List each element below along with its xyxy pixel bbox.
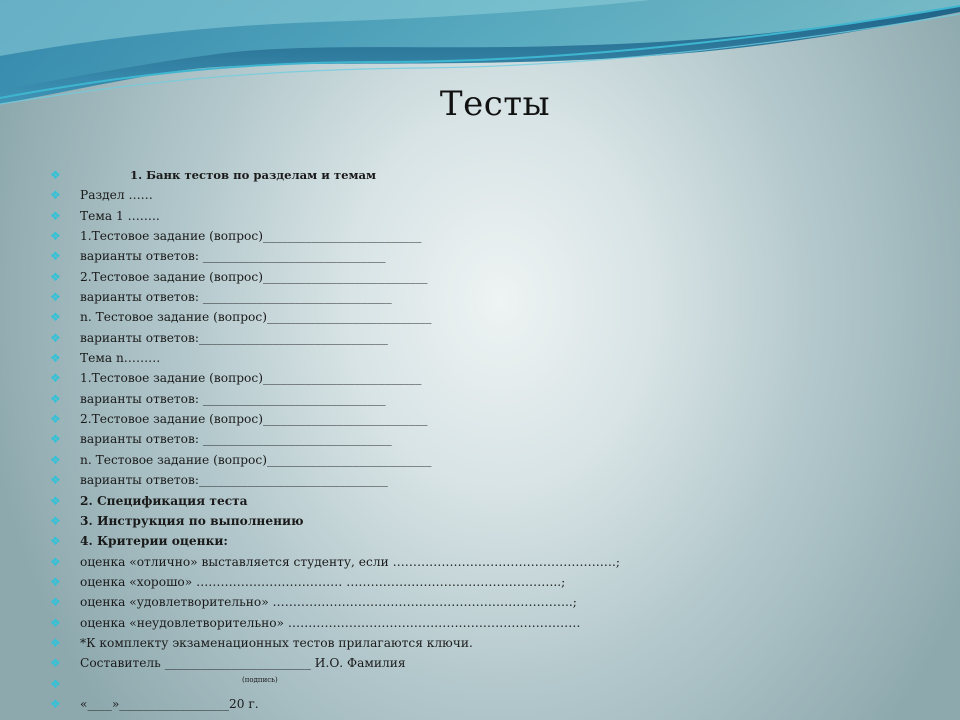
list-item-text: «____»__________________20 г. <box>80 696 259 711</box>
diamond-bullet-icon: ❖ <box>50 574 61 589</box>
diamond-bullet-icon: ❖ <box>50 534 61 549</box>
list-item-text: варианты ответов: _______________________________ <box>80 290 392 305</box>
list-item <box>50 328 930 348</box>
diamond-bullet-icon: ❖ <box>50 595 61 610</box>
diamond-bullet-icon: ❖ <box>50 452 61 467</box>
list-item-text: 3. Инструкция по выполнению <box>80 513 304 528</box>
list-item <box>50 409 930 429</box>
list-item-text: оценка «отлично» выставляется студенту, если ……………………………………………….; <box>80 554 620 569</box>
list-item-text: Раздел …… <box>80 188 153 203</box>
diamond-bullet-icon: ❖ <box>50 269 61 284</box>
diamond-bullet-icon: ❖ <box>50 676 61 691</box>
list-item <box>50 613 930 633</box>
diamond-bullet-icon: ❖ <box>50 513 61 528</box>
diamond-bullet-icon: ❖ <box>50 249 61 264</box>
diamond-bullet-icon: ❖ <box>50 432 61 447</box>
list-item <box>50 368 930 388</box>
list-item-text: 1.Тестовое задание (вопрос)__________________________ <box>80 229 422 244</box>
list-item-text: 1. Банк тестов по разделам и темам <box>130 168 377 182</box>
list-item-text: (подпись) <box>242 675 278 684</box>
list-item <box>50 165 930 185</box>
list-item <box>50 653 930 673</box>
content-list <box>50 165 930 714</box>
diamond-bullet-icon: ❖ <box>50 656 61 671</box>
list-item <box>50 572 930 592</box>
list-item-text: *К комплекту экзаменационных тестов прилагаются ключи. <box>80 635 473 650</box>
list-item <box>50 267 930 287</box>
list-item <box>50 674 930 694</box>
slide-title: Тесты <box>439 84 551 124</box>
list-item-text: n. Тестовое задание (вопрос)___________________________ <box>80 310 432 325</box>
diamond-bullet-icon: ❖ <box>50 330 61 345</box>
list-item-text: оценка «неудовлетворительно» ……………………………………………………………… <box>80 615 581 630</box>
list-item-text: Составитель ________________________ И.О. Фамилия <box>80 656 406 671</box>
diamond-bullet-icon: ❖ <box>50 635 61 650</box>
diamond-bullet-icon: ❖ <box>50 696 61 711</box>
list-item <box>50 552 930 572</box>
diamond-bullet-icon: ❖ <box>50 473 61 488</box>
diamond-bullet-icon: ❖ <box>50 615 61 630</box>
diamond-bullet-icon: ❖ <box>50 493 61 508</box>
list-item-text: варианты ответов: ______________________________ <box>80 249 386 264</box>
diamond-bullet-icon: ❖ <box>50 371 61 386</box>
diamond-bullet-icon: ❖ <box>50 554 61 569</box>
list-item <box>50 450 930 470</box>
list-item <box>50 348 930 368</box>
diamond-bullet-icon: ❖ <box>50 412 61 427</box>
list-item <box>50 470 930 490</box>
list-item <box>50 389 930 409</box>
list-item-text: варианты ответов:_______________________________ <box>80 473 388 488</box>
list-item <box>50 633 930 653</box>
list-item-text: варианты ответов: _______________________________ <box>80 432 392 447</box>
diamond-bullet-icon: ❖ <box>50 391 61 406</box>
diamond-bullet-icon: ❖ <box>50 188 61 203</box>
list-item-text: варианты ответов: ______________________________ <box>80 391 386 406</box>
list-item-text: 2.Тестовое задание (вопрос)___________________________ <box>80 269 428 284</box>
list-item <box>50 287 930 307</box>
list-item <box>50 592 930 612</box>
list-item-text: 4. Критерии оценки: <box>80 534 228 549</box>
diamond-bullet-icon: ❖ <box>50 168 61 182</box>
list-item-text: оценка «хорошо» ……………………………… ……………………………………………..; <box>80 574 566 589</box>
list-item <box>50 185 930 205</box>
list-item <box>50 531 930 551</box>
list-item <box>50 694 930 714</box>
list-item-text: 2.Тестовое задание (вопрос)___________________________ <box>80 412 428 427</box>
diamond-bullet-icon: ❖ <box>50 229 61 244</box>
list-item <box>50 226 930 246</box>
list-item-text: n. Тестовое задание (вопрос)___________________________ <box>80 452 432 467</box>
list-item-text: варианты ответов:_______________________________ <box>80 330 388 345</box>
list-item-text: оценка «удовлетворительно» ………………………………………………………………..; <box>80 595 577 610</box>
list-item-text: Тема 1 …….. <box>80 208 160 223</box>
list-item <box>50 511 930 531</box>
list-item <box>50 307 930 327</box>
list-item <box>50 246 930 266</box>
list-item <box>50 491 930 511</box>
diamond-bullet-icon: ❖ <box>50 290 61 305</box>
list-item-text: 2. Спецификация теста <box>80 493 248 508</box>
diamond-bullet-icon: ❖ <box>50 351 61 366</box>
list-item <box>50 206 930 226</box>
list-item <box>50 429 930 449</box>
list-item-text: 1.Тестовое задание (вопрос)__________________________ <box>80 371 422 386</box>
list-item-text: Тема n……… <box>80 351 161 366</box>
diamond-bullet-icon: ❖ <box>50 310 61 325</box>
diamond-bullet-icon: ❖ <box>50 208 61 223</box>
